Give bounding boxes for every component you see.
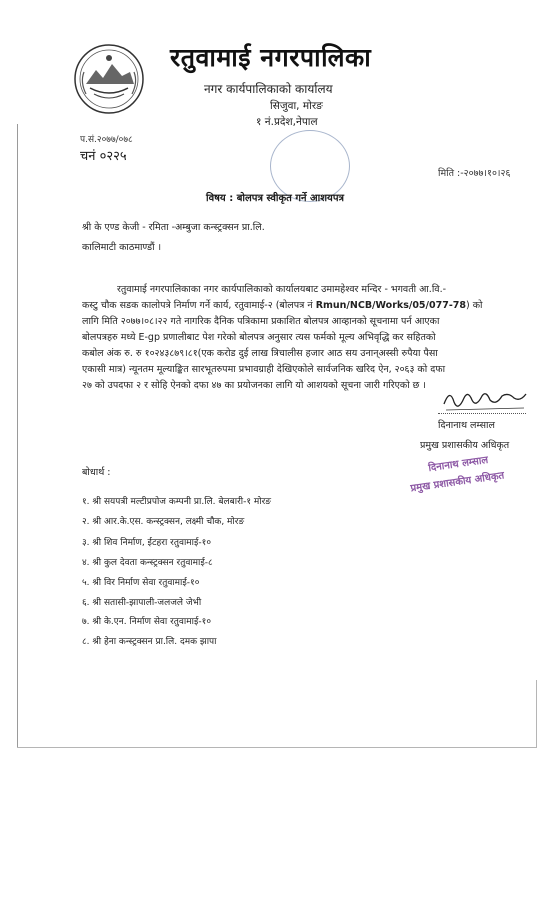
addressee-line-2: कालिमाटी काठमाण्डौं ।	[82, 242, 162, 253]
body-line-1: रतुवामाई नगरपालिकाका नगर कार्यपालिकाको कार्यालयबाट उमामहेश्वर मन्दिर - भगवती आ.वि.-	[117, 284, 447, 295]
stamp-designation: प्रमुख प्रशासकीय अधिकृत	[409, 470, 505, 495]
letter-date: मिति :-२०७७।१०।२६	[438, 168, 511, 179]
handwritten-signature	[440, 384, 530, 416]
signatory-designation: प्रमुख प्रशासकीय अधिकृत	[420, 440, 510, 451]
cc-item: ४. श्री कुल देवता कन्स्ट्रक्सन रतुवामाई-८	[82, 558, 213, 568]
tender-number: Rmun/NCB/Works/05/077-78	[315, 300, 467, 311]
office-name: नगर कार्यपालिकाको कार्यालय	[204, 82, 333, 96]
cc-heading: बोधार्थ :	[82, 467, 111, 478]
body-line-4: बोलपत्रहरु मध्ये E-gp प्रणालीबाट पेश गरेको बोलपत्र अनुसार त्यस फर्मको मूल्य अभिवृद्धि कर सहितको	[82, 332, 436, 343]
body-line-2a: कस्टु चौक सडक कालोपत्रे निर्माण गर्ने कार्य, रतुवामाई-२ (बोलपत्र नं	[82, 300, 316, 311]
body-line-5: कबोल अंक रु. रु १०२४३८७९।८१(एक करोड दुई लाख त्रिचालीस हजार आठ सय उनान्अस्सी रुपैया पैसा	[82, 348, 438, 359]
addressee-line-1: श्री के एण्ड केजी - रमिता -अम्बुजा कन्स्ट्रक्सन प्रा.लि.	[82, 222, 265, 233]
municipality-title: रतुवामाई नगरपालिका	[170, 43, 372, 72]
cc-item: ७. श्री के.एन. निर्माण सेवा रतुवामाई-१०	[82, 617, 212, 627]
cc-item: ३. श्री शिव निर्माण, ईटहरा रतुवामाई-१०	[82, 538, 212, 548]
cc-item: ५. श्री विर निर्माण सेवा रतुवामाई-१०	[82, 578, 200, 588]
cc-item: ६. श्री सतासी-झापाली-जलजले जेभी	[82, 598, 202, 608]
signatory-name: दिनानाथ लम्साल	[438, 420, 495, 431]
cc-item: १. श्री सयपत्री मल्टीप्रपोज कम्पनी प्रा.लि. बेलबारी-१ मोरङ	[82, 497, 272, 507]
body-line-7: २७ को उपदफा २ र सोहि ऐनको दफा ४७ का प्रयोजनका लागि यो आशयको सूचना जारी गरिएको छ ।	[82, 380, 426, 391]
dispatch-number: चनं ०२२५	[80, 149, 127, 164]
body-line-2c: ) को	[466, 300, 483, 311]
province-line: १ नं.प्रदेश,नेपाल	[256, 116, 318, 128]
scan-border-right	[536, 680, 537, 748]
letter-subject: विषय : बोलपत्र स्वीकृत गर्ने आशयपत्र	[206, 193, 345, 204]
stamp-name: दिनानाथ लम्साल	[427, 454, 489, 475]
scan-border-left	[17, 124, 18, 748]
body-line-6: एकासी मात्र) न्यूनतम मूल्याङ्कित सारभूतरुपमा प्रभावग्राही देखिएकोले सार्वजनिक खरिद ऐन, २०६३ को दफा	[82, 364, 446, 375]
signature-line	[438, 413, 526, 415]
scan-border-bottom	[17, 747, 537, 748]
body-line-2	[82, 298, 483, 314]
cc-item: २. श्री आर.के.एस. कन्स्ट्रक्सन, लक्ष्मी चौक, मोरङ	[82, 517, 245, 527]
office-place: सिजुवा, मोरङ	[270, 100, 323, 112]
reference-number: प.सं.२०७७/०७८	[80, 135, 133, 145]
body-line-3: लागि मिति २०७७।०८।२२ गते नागरिक दैनिक पत्रिकामा प्रकाशित बोलपत्र आव्हानको सूचनामा पर्न आएका	[82, 316, 440, 327]
government-emblem-logo	[72, 42, 146, 116]
cc-item: ८. श्री हेना कन्स्ट्रक्सन प्रा.लि. दमक झापा	[82, 637, 217, 647]
